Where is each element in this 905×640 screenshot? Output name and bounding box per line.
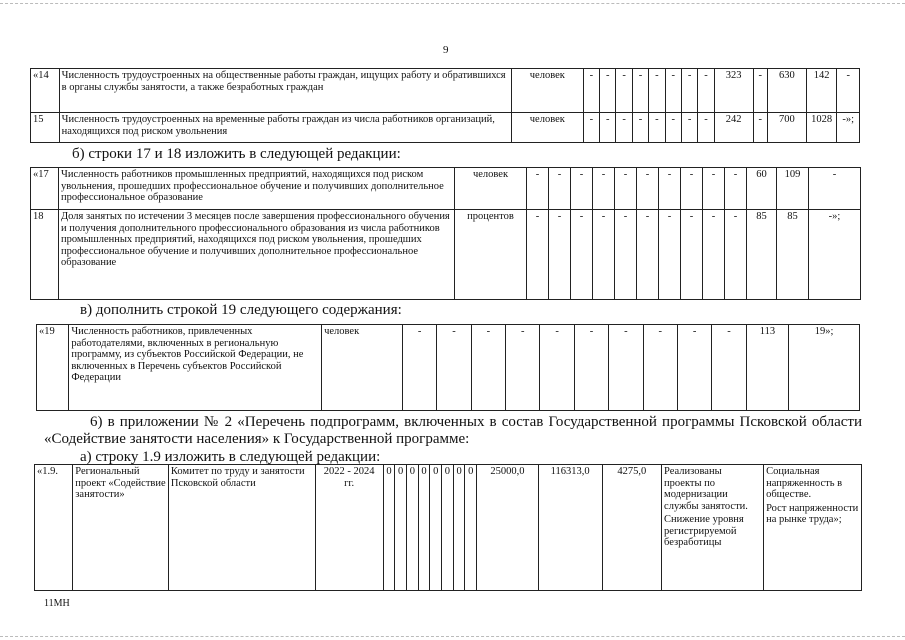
value-cell: -	[698, 113, 714, 143]
indicator-text: Численность работников, привлеченных работодателями, включенных в региональную программу, из субъектов Российской Федерации, не включенных в Перечень субъектов Российской Федерации	[69, 325, 322, 411]
value-cell: -	[725, 210, 747, 300]
heading-v: в) дополнить строкой 19 следующего содержания:	[80, 302, 402, 318]
value-cell: -	[549, 168, 571, 210]
indicator-text: Доля занятых по истечении 3 месяцев после завершения профессионального обучения и получения дополнительного профессионального образования из числа работников промышленных предприятий, находящихся под риском увольнения, прошедших профессиональное обучение и получивших дополнительное профессиональное образование	[59, 210, 455, 300]
paragraph-6: 6) в приложении № 2 «Перечень подпрограмм, включенных в состав Государственной программы Псковской области «Содействие занятости населения» к Государственной программе:	[44, 414, 862, 447]
unit-cell: человек	[455, 168, 527, 210]
value-cell: -	[471, 325, 505, 411]
table-row	[37, 325, 860, 411]
value-cell: -	[615, 168, 637, 210]
unit-cell: человек	[322, 325, 403, 411]
table-row	[35, 465, 862, 591]
value-cell: -	[583, 113, 599, 143]
zero-cell: 0	[465, 465, 477, 591]
zero-cell: 0	[430, 465, 442, 591]
executor: Комитет по труду и занятости Псковской области	[168, 465, 315, 591]
value-cell: -	[616, 113, 632, 143]
value-cell: -	[809, 168, 861, 210]
value-cell: -	[698, 69, 714, 113]
value-cell: -	[753, 69, 767, 113]
value-cell: 19»;	[789, 325, 860, 411]
value-cell: -	[681, 168, 703, 210]
row-number: 15	[31, 113, 60, 143]
value-cell: -	[609, 325, 643, 411]
heading-b: б) строки 17 и 18 изложить в следующей редакции:	[72, 146, 401, 162]
unit-cell: человек	[512, 69, 584, 113]
indicator-text: Численность трудоустроенных на общественные работы граждан, ищущих работу и обратившихся в органы службы занятости, а также безработных граждан	[59, 69, 511, 113]
value-cell: -	[527, 168, 549, 210]
zero-cell: 0	[453, 465, 465, 591]
risks-cell	[764, 465, 862, 591]
row-number: 18	[31, 210, 59, 300]
value-cell: -	[837, 69, 860, 113]
value-cell: -	[649, 113, 665, 143]
bottom-scan-edge	[0, 636, 905, 637]
table-row-19	[36, 324, 860, 411]
table-rows-17-18	[30, 167, 861, 300]
value-cell: -	[725, 168, 747, 210]
value-cell: -	[703, 210, 725, 300]
unit-cell: процентов	[455, 210, 527, 300]
value-cell: -	[637, 168, 659, 210]
value-cell: -	[632, 113, 648, 143]
value-cell: -	[593, 210, 615, 300]
value-cell: -	[681, 69, 697, 113]
table-row-1-9	[34, 464, 862, 591]
value-cell: -	[615, 210, 637, 300]
value-cell: -	[583, 69, 599, 113]
value-cell: 242	[714, 113, 753, 143]
results-cell	[662, 465, 764, 591]
table-row	[31, 210, 861, 300]
value-cell: -»;	[837, 113, 860, 143]
sum-cell: 116313,0	[538, 465, 602, 591]
page-number: 9	[443, 44, 449, 56]
value-cell: -	[571, 168, 593, 210]
sum-cell: 4275,0	[602, 465, 662, 591]
table-row	[31, 113, 860, 143]
top-scan-edge	[0, 3, 905, 4]
table-row	[31, 168, 861, 210]
value-cell: -	[681, 113, 697, 143]
zero-cell: 0	[442, 465, 454, 591]
zero-cell: 0	[395, 465, 407, 591]
value-cell: -	[753, 113, 767, 143]
row-number: «14	[31, 69, 60, 113]
row-number: «17	[31, 168, 59, 210]
row-number: «1.9.	[35, 465, 73, 591]
value-cell: -	[681, 210, 703, 300]
value-cell: 85	[747, 210, 777, 300]
value-cell: -	[665, 69, 681, 113]
value-cell: -	[637, 210, 659, 300]
value-cell: -	[402, 325, 436, 411]
value-cell: 109	[777, 168, 809, 210]
result-2: Снижение уровня регистрируемой безработицы	[664, 514, 744, 548]
value-cell: -	[600, 69, 616, 113]
heading-a: а) строку 1.9 изложить в следующей редакции:	[80, 449, 381, 465]
value-cell: -	[659, 168, 681, 210]
value-cell: 630	[767, 69, 806, 113]
risk-1: Социальная напряженность в обществе.	[766, 466, 843, 500]
value-cell: -	[703, 168, 725, 210]
indicator-text: Численность трудоустроенных на временные работы граждан из числа работников организаций, находящихся под риском увольнения	[59, 113, 511, 143]
result-1: Реализованы проекты по модернизации службы занятости.	[664, 466, 748, 512]
value-cell: -	[649, 69, 665, 113]
footer-code: 11МН	[44, 598, 70, 609]
value-cell: 85	[777, 210, 809, 300]
value-cell: -	[549, 210, 571, 300]
unit-cell: человек	[512, 113, 584, 143]
indicator-text: Численность работников промышленных предприятий, находящихся под риском увольнения, прошедших профессиональное обучение и получивших дополнительное профессиональное образование	[59, 168, 455, 210]
value-cell: -	[506, 325, 540, 411]
project-name: Региональный проект «Содействие занятости»	[73, 465, 169, 591]
value-cell: -	[712, 325, 746, 411]
value-cell: 60	[747, 168, 777, 210]
sum-cell: 25000,0	[477, 465, 539, 591]
value-cell: -	[632, 69, 648, 113]
table-rows-14-15	[30, 68, 860, 143]
value-cell: -	[574, 325, 608, 411]
row-number: «19	[37, 325, 69, 411]
value-cell: -	[659, 210, 681, 300]
risk-2: Рост напряженности на рынке труда»;	[766, 502, 859, 525]
zero-cell: 0	[383, 465, 395, 591]
value-cell: -»;	[809, 210, 861, 300]
value-cell: -	[643, 325, 677, 411]
value-cell: -	[616, 69, 632, 113]
value-cell: 700	[767, 113, 806, 143]
value-cell: -	[571, 210, 593, 300]
value-cell: 142	[806, 69, 837, 113]
value-cell: -	[540, 325, 574, 411]
table-row	[31, 69, 860, 113]
value-cell: -	[527, 210, 549, 300]
zero-cell: 0	[418, 465, 430, 591]
period: 2022 - 2024 гг.	[315, 465, 383, 591]
value-cell: -	[437, 325, 471, 411]
value-cell: -	[677, 325, 711, 411]
zero-cell: 0	[407, 465, 419, 591]
value-cell: 323	[714, 69, 753, 113]
value-cell: -	[600, 113, 616, 143]
value-cell: 1028	[806, 113, 837, 143]
value-cell: 113	[746, 325, 788, 411]
value-cell: -	[593, 168, 615, 210]
value-cell: -	[665, 113, 681, 143]
